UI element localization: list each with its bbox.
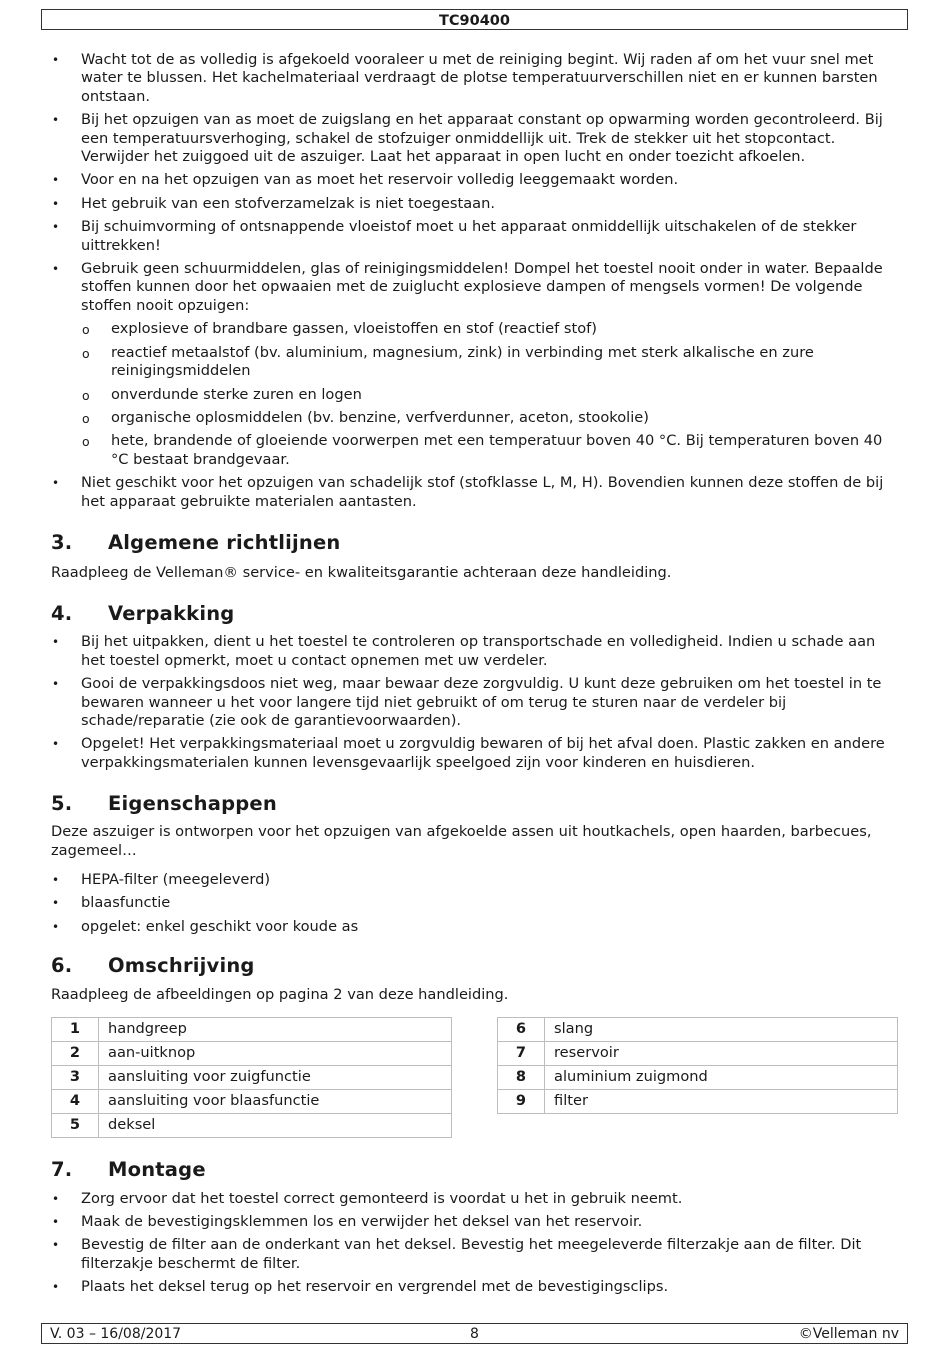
section-title: Montage <box>108 1157 206 1181</box>
list-item: • Bevestig de filter aan de onderkant van het deksel. Bevestig het meegeleverde filterzakje aan de filter. Dit filterzakje beschermt de filter. <box>51 1236 898 1273</box>
sub-list-item: o organische oplosmiddelen (bv. benzine, verfverdunner, aceton, stookolie) <box>81 409 898 427</box>
list-item: • Maak de bevestigingsklemmen los en verwijder het deksel van het reservoir. <box>51 1213 898 1231</box>
parts-table-left <box>51 1017 452 1138</box>
table-row <box>498 1065 898 1089</box>
section-title: Verpakking <box>108 602 235 626</box>
list-item: • Bij het opzuigen van as moet de zuigslang en het apparaat constant op opwarming worden gecontroleerd. Bij een temperatuursverhoging, schakel de stofzuiger onmiddellijk uit. Trek de stekker uit het stopcontact. Verwijder het zuiggoed uit de aszuiger. Laat het apparaat in open lucht en onder toezicht afkoelen. <box>51 111 898 166</box>
part-number: 6 <box>498 1017 545 1041</box>
parts-tables <box>51 1017 898 1138</box>
footer-version: V. 03 – 16/08/2017 <box>50 1326 182 1342</box>
section-heading <box>51 792 898 816</box>
assembly-bullet-list <box>51 1190 898 1297</box>
section-text: Deze aszuiger is ontworpen voor het opzuigen van afgekoelde assen uit houtkachels, open haarden, barbecues, zagemeel… <box>51 823 872 859</box>
part-label: aluminium zuigmond <box>545 1065 898 1089</box>
table-row <box>52 1113 452 1137</box>
footer-copyright: ©Velleman nv <box>798 1326 899 1342</box>
section-assembly <box>51 1158 898 1297</box>
part-number: 2 <box>52 1041 99 1065</box>
packaging-bullet-list <box>51 633 898 772</box>
table-row <box>498 1089 898 1113</box>
part-label: aansluiting voor blaasfunctie <box>99 1089 452 1113</box>
part-label: aan-uitknop <box>99 1041 452 1065</box>
section-heading <box>51 1158 898 1182</box>
part-label: slang <box>545 1017 898 1041</box>
list-item: • Bij schuimvorming of ontsnappende vloeistof moet u het apparaat onmiddellijk uitschakelen of de stekker uittrekken! <box>51 218 898 255</box>
part-number: 9 <box>498 1089 545 1113</box>
list-item: • HEPA-filter (meegeleverd) <box>51 871 898 889</box>
section-general-guidelines <box>51 531 898 582</box>
sub-list-item: o explosieve of brandbare gassen, vloeistoffen en stof (reactief stof) <box>81 320 898 338</box>
section-heading <box>51 602 898 626</box>
part-number: 3 <box>52 1065 99 1089</box>
list-item: • Plaats het deksel terug op het reservoir en vergrendel met de bevestigingsclips. <box>51 1278 898 1296</box>
list-item: • blaasfunctie <box>51 894 898 912</box>
section-title: Omschrijving <box>108 954 255 978</box>
section-title: Algemene richtlijnen <box>108 530 341 554</box>
list-item: • Wacht tot de as volledig is afgekoeld vooraleer u met de reiniging begint. Wij raden af om het vuur snel met water te blussen. Het kachelmateriaal verdraagt de plotse temperatuurverschillen niet en er kunnen barsten ontstaan. <box>51 51 898 106</box>
page-footer <box>41 1323 908 1344</box>
list-item-text: Gebruik geen schuurmiddelen, glas of reinigingsmiddelen! Dompel het toestel nooit onder in water. Bepaalde stoffen kunnen door het opwaaien met de zuiglucht explosieve dampen of mengsels vormen! De volgende stoffen nooit opzuigen: <box>81 260 883 314</box>
list-item: • Bij het uitpakken, dient u het toestel te controleren op transportschade en volledigheid. Indien u schade aan het toestel opmerkt, moet u contact opnemen met uw verdeler. <box>51 633 898 670</box>
safety-bullet-list <box>51 51 898 511</box>
page-header <box>41 9 908 30</box>
sub-list-item: o reactief metaalstof (bv. aluminium, magnesium, zink) in verbinding met sterk alkalische en zure reinigingsmiddelen <box>81 344 898 381</box>
sub-list-item: o onverdunde sterke zuren en logen <box>81 386 898 404</box>
part-number: 4 <box>52 1089 99 1113</box>
part-label: deksel <box>99 1113 452 1137</box>
section-number: 7. <box>51 1157 73 1181</box>
part-label: aansluiting voor zuigfunctie <box>99 1065 452 1089</box>
part-label: handgreep <box>99 1017 452 1041</box>
part-number: 5 <box>52 1113 99 1137</box>
list-item: • Het gebruik van een stofverzamelzak is niet toegestaan. <box>51 195 898 213</box>
table-row <box>52 1041 452 1065</box>
table-row <box>52 1017 452 1041</box>
section-text: Raadpleeg de afbeeldingen op pagina 2 van deze handleiding. <box>51 986 509 1004</box>
section-description <box>51 954 898 1137</box>
section-text: Raadpleeg de Velleman® service- en kwaliteitsgarantie achteraan deze handleiding. <box>51 563 672 581</box>
part-number: 7 <box>498 1041 545 1065</box>
section-number: 3. <box>51 530 73 554</box>
section-number: 6. <box>51 954 73 978</box>
section-heading <box>51 954 898 978</box>
features-bullet-list <box>51 871 898 936</box>
list-item: • Voor en na het opzuigen van as moet het reservoir volledig leeggemaakt worden. <box>51 171 898 189</box>
table-row <box>498 1017 898 1041</box>
list-item: • Niet geschikt voor het opzuigen van schadelijk stof (stofklasse L, M, H). Bovendien kunnen deze stoffen de bij het apparaat gebruikte materialen aantasten. <box>51 474 898 511</box>
table-row <box>52 1089 452 1113</box>
part-label: reservoir <box>545 1041 898 1065</box>
footer-page-number: 8 <box>470 1326 479 1342</box>
section-features <box>51 792 898 936</box>
list-item: • Zorg ervoor dat het toestel correct gemonteerd is voordat u het in gebruik neemt. <box>51 1190 898 1208</box>
list-item: • Opgelet! Het verpakkingsmateriaal moet u zorgvuldig bewaren of bij het afval doen. Plastic zakken en andere verpakkingsmaterialen kunnen levensgevaarlijk speelgoed zijn voor kinderen en huisdieren. <box>51 735 898 772</box>
header-title: TC90400 <box>439 13 510 29</box>
page-content <box>51 51 898 1302</box>
section-number: 5. <box>51 792 73 816</box>
part-number: 1 <box>52 1017 99 1041</box>
table-row <box>52 1065 452 1089</box>
sub-list-item: o hete, brandende of gloeiende voorwerpen met een temperatuur boven 40 °C. Bij temperaturen boven 40 °C bestaat brandgevaar. <box>81 432 898 469</box>
part-number: 8 <box>498 1065 545 1089</box>
section-heading <box>51 531 898 555</box>
section-number: 4. <box>51 602 73 626</box>
parts-table-right <box>497 1017 898 1114</box>
list-item: • Gooi de verpakkingsdoos niet weg, maar bewaar deze zorgvuldig. U kunt deze gebruiken om het toestel in te bewaren wanneer u het voor langere tijd niet gebruikt of om terug te sturen naar de verdeler bij schade/reparatie (zie ook de garantievoorwaarden). <box>51 675 898 730</box>
part-label: filter <box>545 1089 898 1113</box>
list-item: • opgelet: enkel geschikt voor koude as <box>51 918 898 936</box>
section-title: Eigenschappen <box>108 792 277 816</box>
list-item <box>51 260 898 469</box>
table-row <box>498 1041 898 1065</box>
section-packaging <box>51 602 898 772</box>
forbidden-substances-list <box>81 320 898 469</box>
